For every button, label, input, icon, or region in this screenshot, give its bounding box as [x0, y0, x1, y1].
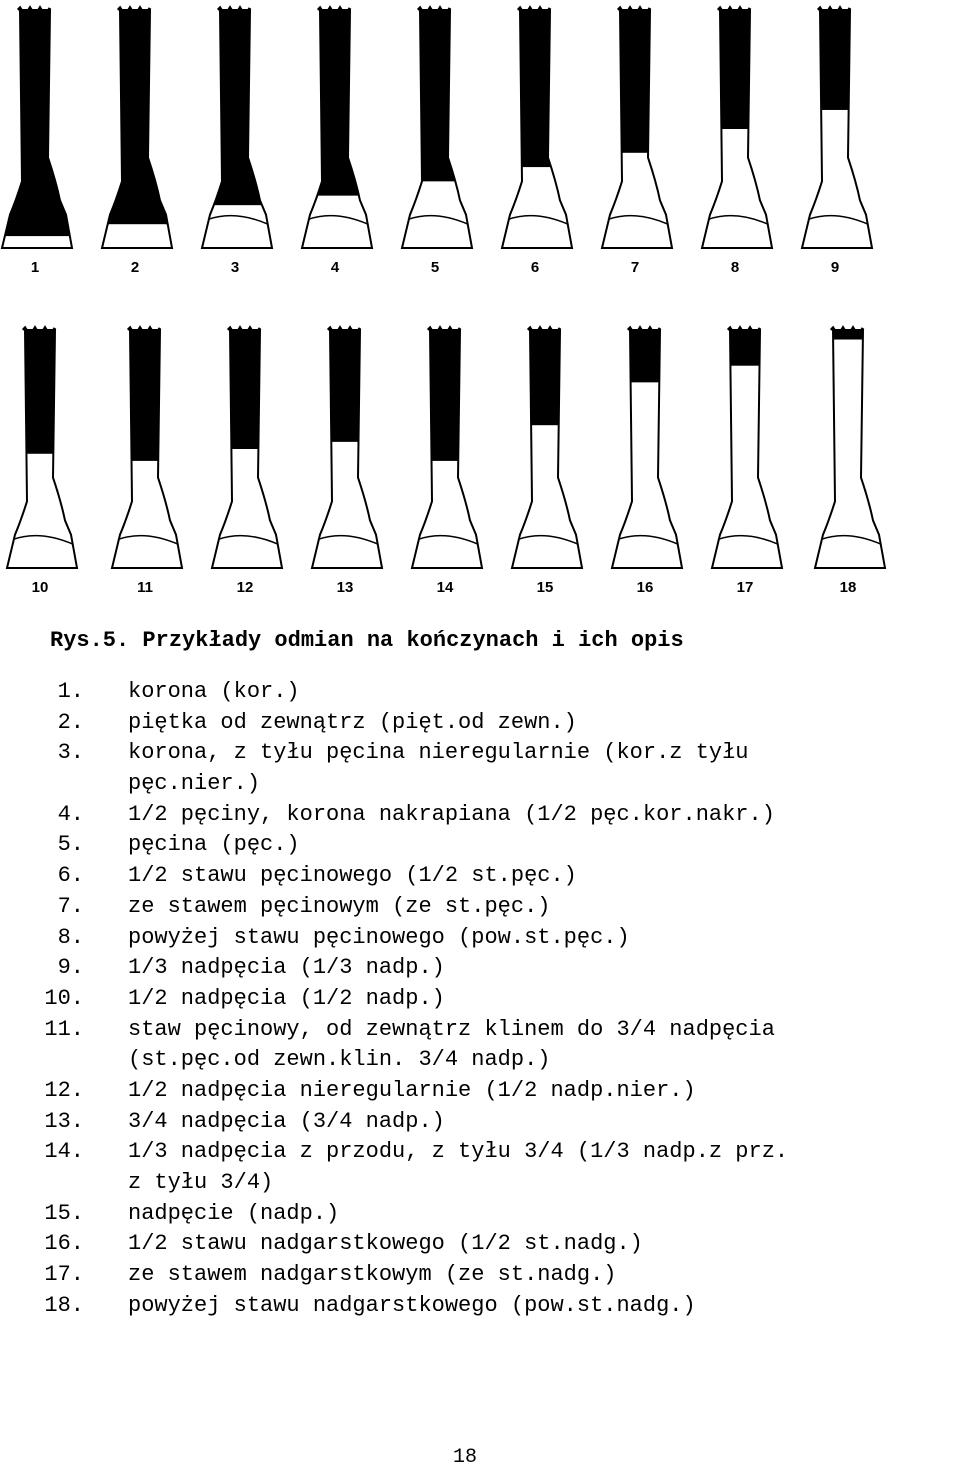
- leg-number-label: 3: [230, 259, 240, 276]
- list-item: [0, 923, 960, 954]
- list-item: [0, 1260, 960, 1291]
- list-item: [0, 738, 960, 799]
- list-item-number: 17.: [44, 1262, 84, 1288]
- leg-number-label: 16: [636, 579, 654, 596]
- list-item: [0, 1076, 960, 1107]
- list-item: [0, 984, 960, 1015]
- list-item-number: 15.: [44, 1200, 84, 1226]
- leg-number-label: 6: [530, 259, 540, 276]
- leg-markings-figure: [0, 0, 960, 600]
- figure-caption: Rys.5. Przykłady odmian na kończynach i ich opis: [50, 628, 684, 653]
- dark-coat-area: [0, 325, 100, 454]
- list-item-text: ze stawem pęcinowym (ze st.pęc.): [128, 893, 551, 919]
- leg-number-label: 5: [430, 259, 440, 276]
- list-item-text: 3/4 nadpęcia (3/4 nadp.): [128, 1108, 445, 1134]
- list-item-number: 10.: [44, 985, 84, 1011]
- list-item-number: 9.: [57, 955, 84, 981]
- leg-number-label: 1: [30, 259, 40, 276]
- dark-coat-area: [485, 325, 605, 425]
- leg-drawing: [685, 325, 805, 596]
- list-item: [0, 892, 960, 923]
- list-item-text: staw pęcinowy, od zewnątrz klinem do 3/4 nadpęcia (st.pęc.od zewn.klin. 3/4 nadp.): [128, 1016, 775, 1073]
- leg-drawing: [375, 5, 495, 276]
- leg-drawing: [0, 325, 100, 596]
- dark-coat-area: [685, 325, 805, 366]
- leg-number-label: 11: [137, 579, 153, 596]
- leg-number-label: 4: [330, 259, 340, 276]
- dark-coat-area: [775, 5, 895, 110]
- dark-coat-area: [675, 5, 795, 129]
- leg-drawing: [385, 325, 505, 596]
- list-item-text: ze stawem nadgarstkowym (ze st.nadg.): [128, 1262, 617, 1288]
- list-item: [0, 800, 960, 831]
- leg-number-label: 13: [336, 579, 354, 596]
- dark-coat-area: [375, 5, 495, 181]
- list-item: [0, 953, 960, 984]
- dark-coat-area: [275, 5, 395, 196]
- dark-coat-area: [75, 5, 195, 224]
- list-item-number: 13.: [44, 1108, 84, 1134]
- list-item-text: 1/3 nadpęcia z przodu, z tyłu 3/4 (1/3 nadp.z prz. z tyłu 3/4): [128, 1139, 789, 1196]
- list-item-text: 1/2 stawu nadgarstkowego (1/2 st.nadg.): [128, 1231, 643, 1257]
- list-item-number: 4.: [57, 801, 84, 827]
- list-item-number: 1.: [57, 679, 84, 704]
- list-item-text: 1/2 nadpęcia (1/2 nadp.): [128, 985, 445, 1011]
- list-item: [0, 1199, 960, 1230]
- leg-number-label: 15: [536, 579, 554, 596]
- leg-number-label: 10: [31, 579, 49, 596]
- leg-drawing: [0, 5, 95, 276]
- list-item-number: 11.: [44, 1016, 84, 1042]
- list-item-number: 5.: [57, 832, 84, 858]
- dark-coat-area: [185, 325, 305, 449]
- list-item-number: 18.: [44, 1292, 84, 1318]
- leg-number-label: 14: [436, 579, 454, 596]
- leg-number-label: 2: [130, 259, 140, 276]
- dark-coat-area: [285, 325, 405, 442]
- leg-number-label: 8: [730, 259, 740, 276]
- list-item: [0, 708, 960, 739]
- dark-coat-area: [85, 325, 205, 461]
- leg-number-label: 9: [830, 259, 840, 276]
- list-item: [0, 1107, 960, 1138]
- leg-drawing: [775, 5, 895, 276]
- dark-coat-area: [575, 5, 695, 153]
- list-item: [0, 830, 960, 861]
- leg-drawing: [675, 5, 795, 276]
- list-item-number: 8.: [57, 924, 84, 950]
- leg-drawing: [285, 325, 405, 596]
- list-item-text: nadpęcie (nadp.): [128, 1200, 340, 1226]
- leg-drawing: [85, 325, 205, 596]
- list-item-number: 3.: [57, 740, 84, 766]
- list-item: [0, 1137, 960, 1198]
- leg-number-label: 18: [839, 579, 857, 596]
- list-item-text: piętka od zewnątrz (pięt.od zewn.): [128, 709, 577, 735]
- leg-drawing: [75, 5, 195, 276]
- leg-drawing: [185, 325, 305, 596]
- leg-drawing: [275, 5, 395, 276]
- list-item-text: korona (kor.): [128, 679, 300, 704]
- leg-drawing: [475, 5, 595, 276]
- leg-number-label: 12: [236, 579, 254, 596]
- list-item-number: 16.: [44, 1231, 84, 1257]
- list-item-number: 7.: [57, 893, 84, 919]
- list-item-number: 14.: [44, 1139, 84, 1165]
- list-item-text: powyżej stawu pęcinowego (pow.st.pęc.): [128, 924, 630, 950]
- list-item-text: pęcina (pęc.): [128, 832, 300, 858]
- list-item-text: korona, z tyłu pęcina nieregularnie (kor.z tyłu pęc.nier.): [128, 740, 749, 797]
- list-item: [0, 1015, 960, 1076]
- list-item-number: 2.: [57, 709, 84, 735]
- leg-drawing: [585, 325, 705, 596]
- leg-drawing: [175, 5, 295, 276]
- leg-drawing: [788, 325, 908, 596]
- list-item-text: 1/2 pęciny, korona nakrapiana (1/2 pęc.kor.nakr.): [128, 801, 775, 827]
- list-item-text: powyżej stawu nadgarstkowego (pow.st.nadg.): [128, 1292, 696, 1318]
- list-item-number: 6.: [57, 863, 84, 889]
- list-item-number: 12.: [44, 1077, 84, 1103]
- dark-coat-area: [385, 325, 505, 461]
- leg-drawing: [485, 325, 605, 596]
- list-item-text: 1/2 nadpęcia nieregularnie (1/2 nadp.nier.): [128, 1077, 696, 1103]
- list-item: [0, 861, 960, 892]
- list-item: [0, 1291, 960, 1322]
- leg-drawing: [575, 5, 695, 276]
- leg-number-label: 17: [736, 579, 754, 596]
- list-item: [0, 1229, 960, 1260]
- description-list: [0, 677, 960, 1321]
- list-item-text: 1/3 nadpęcia (1/3 nadp.): [128, 955, 445, 981]
- leg-number-label: 7: [630, 259, 640, 276]
- dark-coat-area: [475, 5, 595, 167]
- list-item-text: 1/2 stawu pęcinowego (1/2 st.pęc.): [128, 863, 577, 889]
- list-item: [0, 677, 960, 708]
- page-number: 18: [452, 1446, 477, 1469]
- dark-coat-area: [175, 5, 295, 205]
